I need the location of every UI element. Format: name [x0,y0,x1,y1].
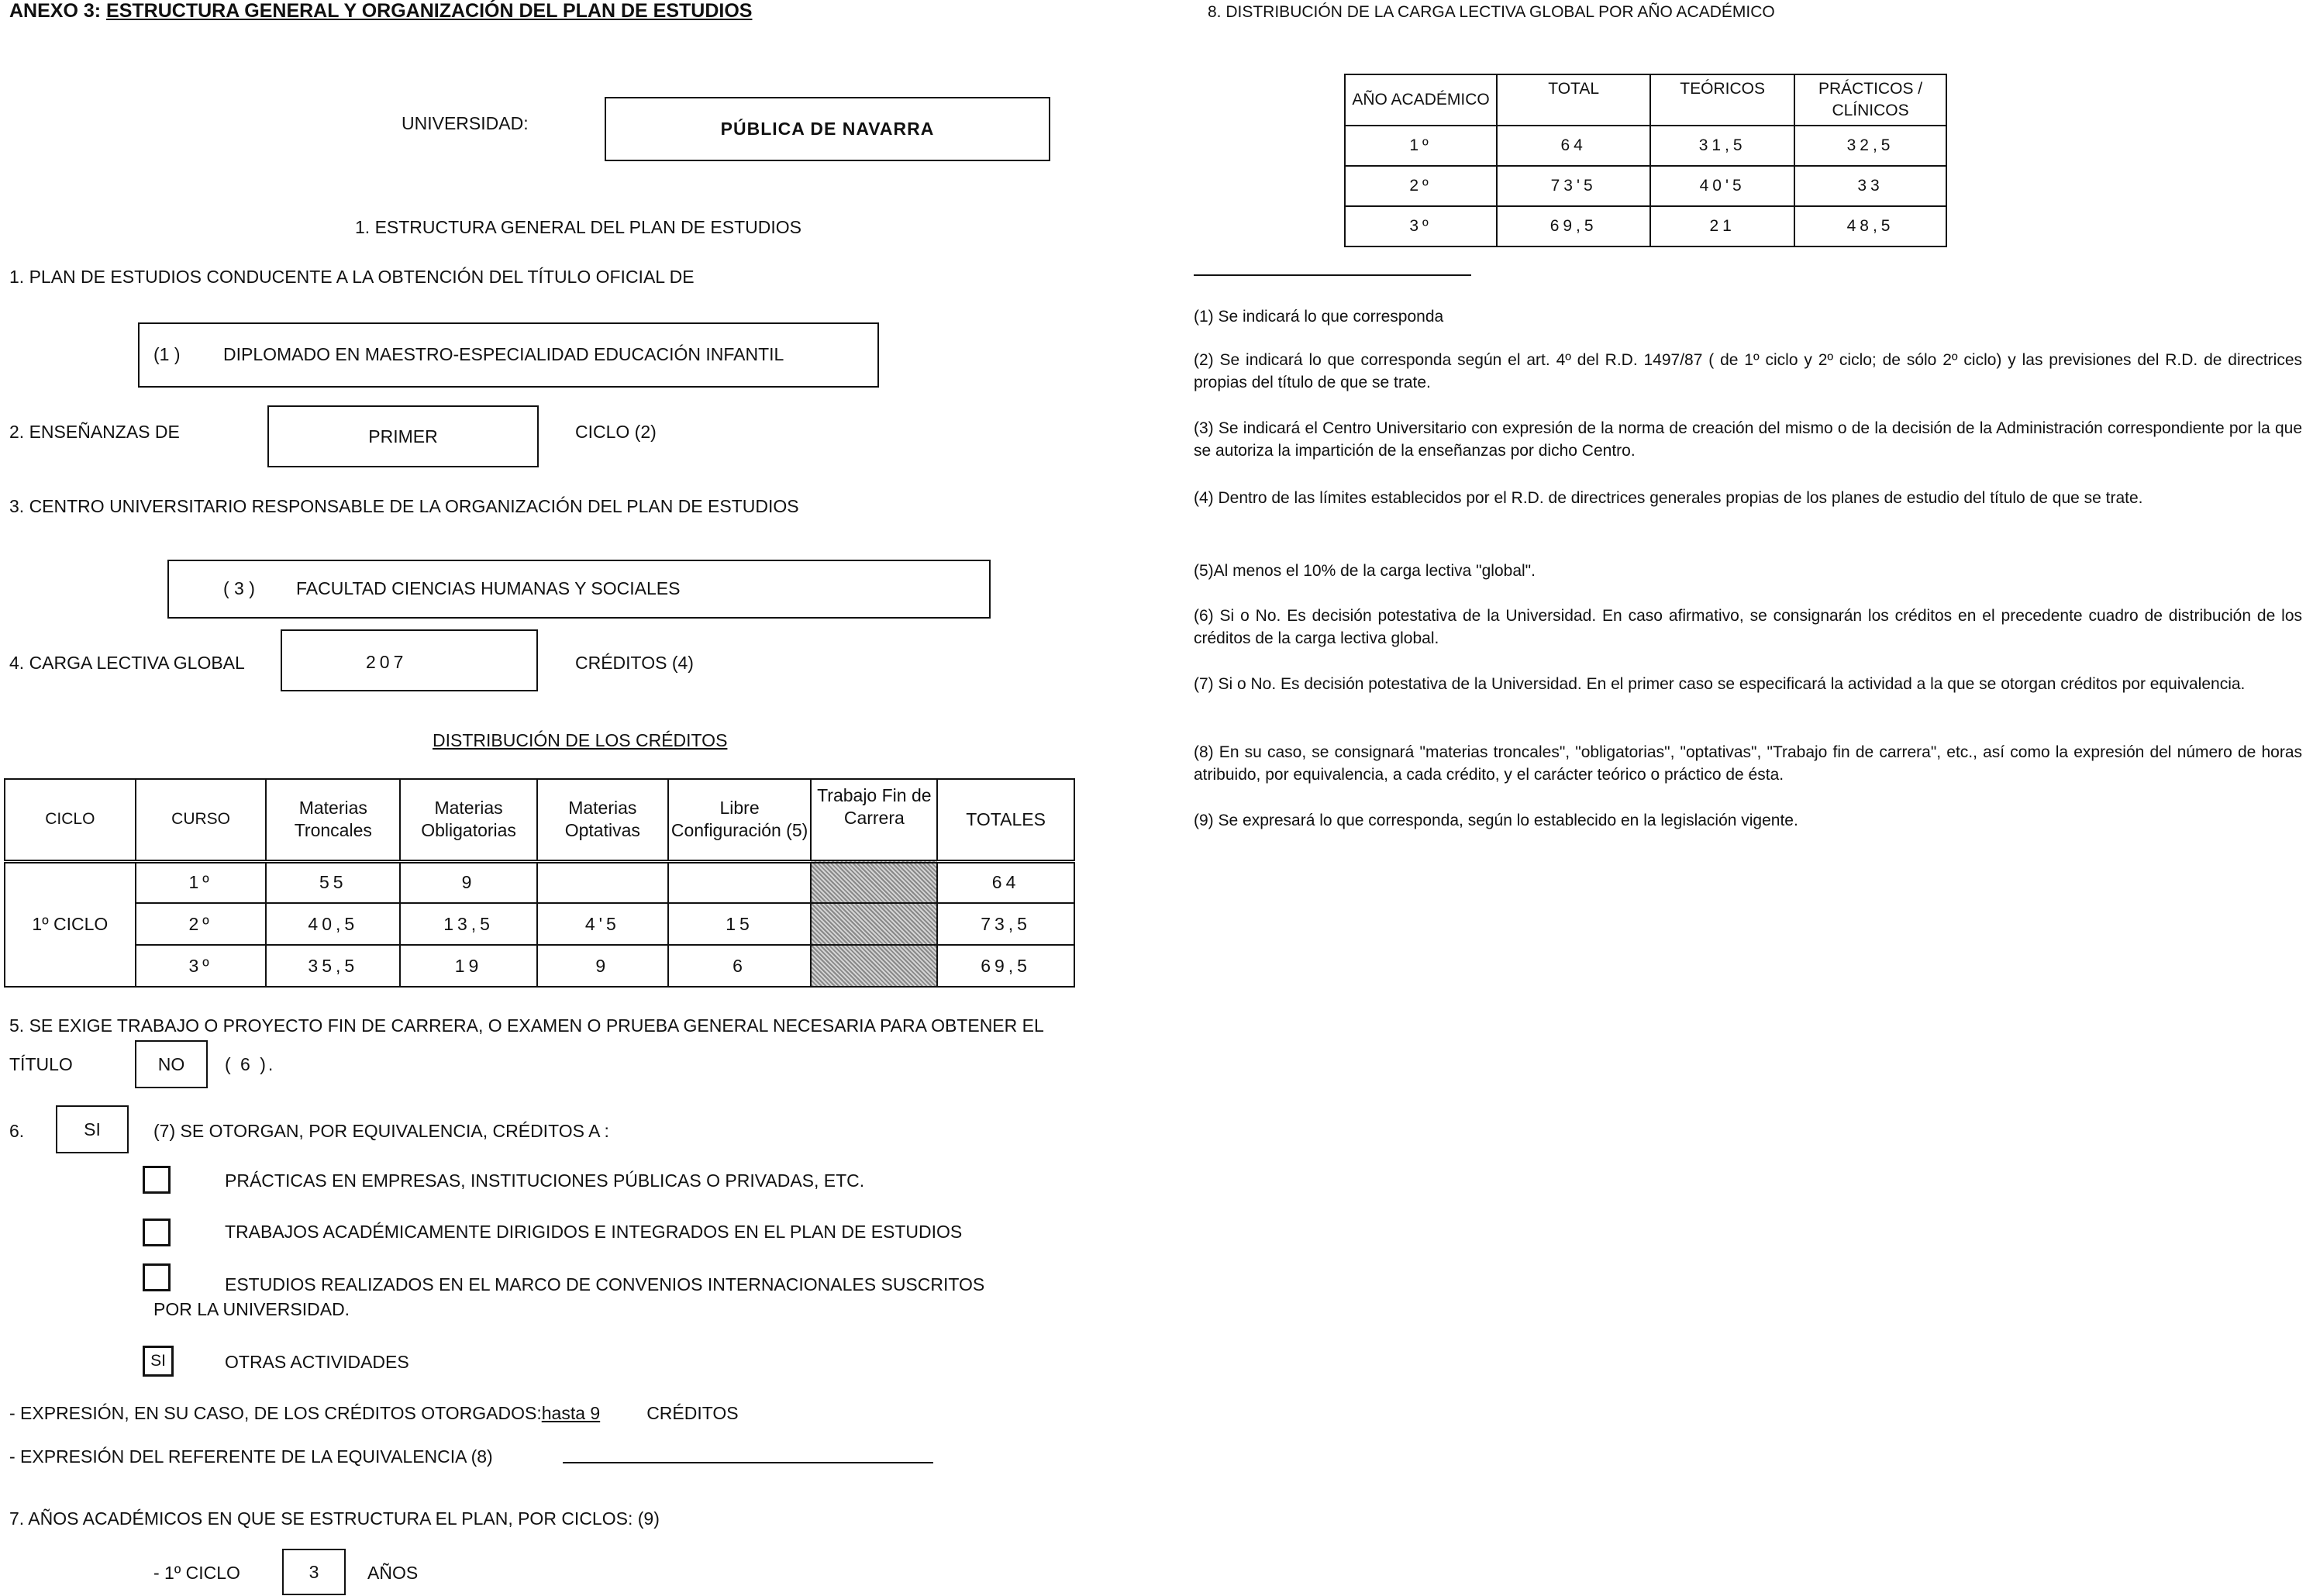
practicos-cell: 48,5 [1794,206,1946,246]
item2-suffix: CICLO (2) [575,422,657,442]
option-label: PRÁCTICAS EN EMPRESAS, INSTITUCIONES PÚBLICAS O PRIVADAS, ETC. [225,1170,865,1191]
item2-label: 2. ENSEÑANZAS DE [9,422,180,442]
expr-creditos-label: - EXPRESIÓN, EN SU CASO, DE LOS CRÉDITOS OTORGADOS: [9,1403,542,1423]
obligatorias-cell: 13,5 [400,903,537,945]
header-ciclo: CICLO [5,779,136,861]
option-checkbox[interactable] [143,1166,171,1194]
optativas-cell [537,861,668,903]
trabajo-fin-value: NO [157,1053,185,1074]
anio-cell: 3º [1345,206,1497,246]
expr-referente-line [563,1462,933,1463]
table-row [5,903,1074,945]
footnote: (8) En su caso, se consignará "materias troncales", "obligatorias", "optativas", "Trabajo fin de carrera", etc., así como la expresión del número de horas atribuido, por equivalencia, a cada crédito, y el carácter teórico o práctico de ésta. [1194,743,2302,784]
libre-cell: 15 [668,903,812,945]
anexo-heading [9,0,752,22]
titulo-ref: (1 ) [153,344,181,364]
item4-label: 4. CARGA LECTIVA GLOBAL [9,653,245,673]
expr-referente-label: - EXPRESIÓN DEL REFERENTE DE LA EQUIVALENCIA (8) [9,1446,493,1467]
anio-cell: 1º [1345,126,1497,166]
credits-table-title: DISTRIBUCIÓN DE LOS CRÉDITOS [433,730,728,750]
header-totales: TOTALES [937,779,1074,861]
item3-label: 3. CENTRO UNIVERSITARIO RESPONSABLE DE LA ORGANIZACIÓN DEL PLAN DE ESTUDIOS [9,496,799,516]
trabajo-fin-cell [811,945,937,987]
header-practicos: PRÁCTICOS / CLÍNICOS [1794,74,1946,126]
item1-label: 1. PLAN DE ESTUDIOS CONDUCENTE A LA OBTENCIÓN DEL TÍTULO OFICIAL DE [9,267,695,287]
trabajo-fin-answer [135,1040,208,1088]
header-libre: Libre Configuración (5) [668,779,812,861]
option-label: TRABAJOS ACADÉMICAMENTE DIRIGIDOS E INTEGRADOS EN EL PLAN DE ESTUDIOS [225,1222,963,1242]
table-row [1345,126,1946,166]
totales-cell: 73,5 [937,903,1074,945]
footnote: (3) Se indicará el Centro Universitario con expresión de la norma de creación del mismo o de la decisión de la Administración correspondiente por la que se autoriza la impartición de la enseñanzas por dicho Centro. [1194,419,2302,460]
footnote: (2) Se indicará lo que corresponda según el art. 4º del R.D. 1497/87 ( de 1º ciclo y 2º ciclo; de sólo 2º ciclo) y las previsiones del R.D. de directrices propias del título de que se trate. [1194,351,2302,391]
total-cell: 69,5 [1497,206,1650,246]
troncales-cell: 35,5 [266,945,400,987]
libre-cell: 6 [668,945,812,987]
carga-value: 207 [366,652,408,672]
item4-suffix: CRÉDITOS (4) [575,653,694,673]
total-cell: 64 [1497,126,1650,166]
teoricos-cell: 21 [1650,206,1794,246]
trabajo-fin-cell [811,903,937,945]
footnote-divider [1194,274,1471,276]
option-label: ESTUDIOS REALIZADOS EN EL MARCO DE CONVENIOS INTERNACIONALES SUSCRITOS [225,1274,985,1294]
trabajo-fin-cell [811,861,937,903]
anexo-title: ESTRUCTURA GENERAL Y ORGANIZACIÓN DEL PLAN DE ESTUDIOS [106,0,753,22]
anios-value: 3 [309,1561,319,1582]
footnote: (6) Si o No. Es decisión potestativa de la Universidad. En caso afirmativo, se consignarán los créditos en el precedente cuadro de distribución de los créditos de la carga lectiva global. [1194,607,2302,647]
equivalencia-answer [56,1105,129,1153]
universidad-value: PÚBLICA DE NAVARRA [720,119,935,139]
curso-cell: 1º [136,861,267,903]
table-row [1345,166,1946,206]
header-anio: AÑO ACADÉMICO [1345,74,1497,126]
table-row [1345,206,1946,246]
option-mark: SI [150,1352,166,1370]
equivalencia-value: SI [84,1119,101,1139]
item7-suffix: AÑOS [367,1563,419,1583]
anios-field [282,1549,346,1595]
total-cell: 73'5 [1497,166,1650,206]
header-trabajo-fin: Trabajo Fin de Carrera [811,779,937,861]
item5-label: 5. SE EXIGE TRABAJO O PROYECTO FIN DE CARRERA, O EXAMEN O PRUEBA GENERAL NECESARIA PARA OBTENER EL [9,1015,1044,1036]
option-label: OTRAS ACTIVIDADES [225,1352,409,1372]
centro-ref: ( 3 ) [223,578,255,598]
option-checkbox-checked[interactable] [143,1346,174,1377]
curso-cell: 3º [136,945,267,987]
practicos-cell: 33 [1794,166,1946,206]
header-curso: CURSO [136,779,267,861]
item5-ref: ( 6 ). [225,1054,276,1074]
header-optativas: Materias Optativas [537,779,668,861]
footnote: (4) Dentro de las límites establecidos por el R.D. de directrices generales propias de los planes de estudio del título de que se trate. [1194,489,2143,507]
item5-label2: TÍTULO [9,1054,73,1074]
ensenanzas-field [267,405,539,467]
curso-cell: 2º [136,903,267,945]
troncales-cell: 40,5 [266,903,400,945]
expr-creditos [9,1403,739,1424]
expr-creditos-suffix: CRÉDITOS [646,1403,739,1423]
item7-ciclo-label: - 1º CICLO [153,1563,240,1583]
troncales-cell: 55 [266,861,400,903]
teoricos-cell: 31,5 [1650,126,1794,166]
header-troncales: Materias Troncales [266,779,400,861]
expr-creditos-value: hasta 9 [541,1403,601,1423]
item8-label: 8. DISTRIBUCIÓN DE LA CARGA LECTIVA GLOBAL POR AÑO ACADÉMICO [1208,3,1775,21]
centro-field [167,560,991,619]
carga-anual-table [1344,74,1947,247]
header-obligatorias: Materias Obligatorias [400,779,537,861]
item7-label: 7. AÑOS ACADÉMICOS EN QUE SE ESTRUCTURA EL PLAN, POR CICLOS: (9) [9,1508,660,1529]
credits-header-row [5,779,1074,861]
optativas-cell: 9 [537,945,668,987]
footnote: (5)Al menos el 10% de la carga lectiva "global". [1194,562,1536,580]
optativas-cell: 4'5 [537,903,668,945]
ciclo-cell: 1º CICLO [5,861,136,987]
header-total: TOTAL [1497,74,1650,126]
option-checkbox[interactable] [143,1263,171,1291]
anio-cell: 2º [1345,166,1497,206]
footnote: (9) Se expresará lo que corresponda, según lo establecido en la legislación vigente. [1194,812,1798,829]
table-row [5,861,1074,903]
ensenanzas-value: PRIMER [368,426,438,446]
obligatorias-cell: 19 [400,945,537,987]
option-label-cont: POR LA UNIVERSIDAD. [153,1299,350,1319]
titulo-field [138,322,879,388]
table-row [5,945,1074,987]
titulo-value: DIPLOMADO EN MAESTRO-ESPECIALIDAD EDUCACIÓN INFANTIL [223,344,784,364]
header-teoricos: TEÓRICOS [1650,74,1794,126]
item6-text: (7) SE OTORGAN, POR EQUIVALENCIA, CRÉDITOS A : [153,1121,609,1141]
totales-cell: 69,5 [937,945,1074,987]
option-checkbox[interactable] [143,1219,171,1246]
item6-label: 6. [9,1121,25,1141]
universidad-label: UNIVERSIDAD: [402,113,529,133]
section1-title: 1. ESTRUCTURA GENERAL DEL PLAN DE ESTUDIOS [355,217,801,237]
centro-value: FACULTAD CIENCIAS HUMANAS Y SOCIALES [296,578,681,598]
footnote: (1) Se indicará lo que corresponda [1194,308,1444,326]
universidad-field [605,97,1050,161]
footnote: (7) Si o No. Es decisión potestativa de la Universidad. En el primer caso se especificará la actividad a la que se otorgan créditos por equivalencia. [1194,675,2246,693]
anexo-label: ANEXO 3: [9,0,102,22]
practicos-cell: 32,5 [1794,126,1946,166]
totales-cell: 64 [937,861,1074,903]
carga-anual-header-row [1345,74,1946,126]
obligatorias-cell: 9 [400,861,537,903]
carga-field [281,629,538,691]
libre-cell [668,861,812,903]
teoricos-cell: 40'5 [1650,166,1794,206]
credits-table [4,778,1075,988]
